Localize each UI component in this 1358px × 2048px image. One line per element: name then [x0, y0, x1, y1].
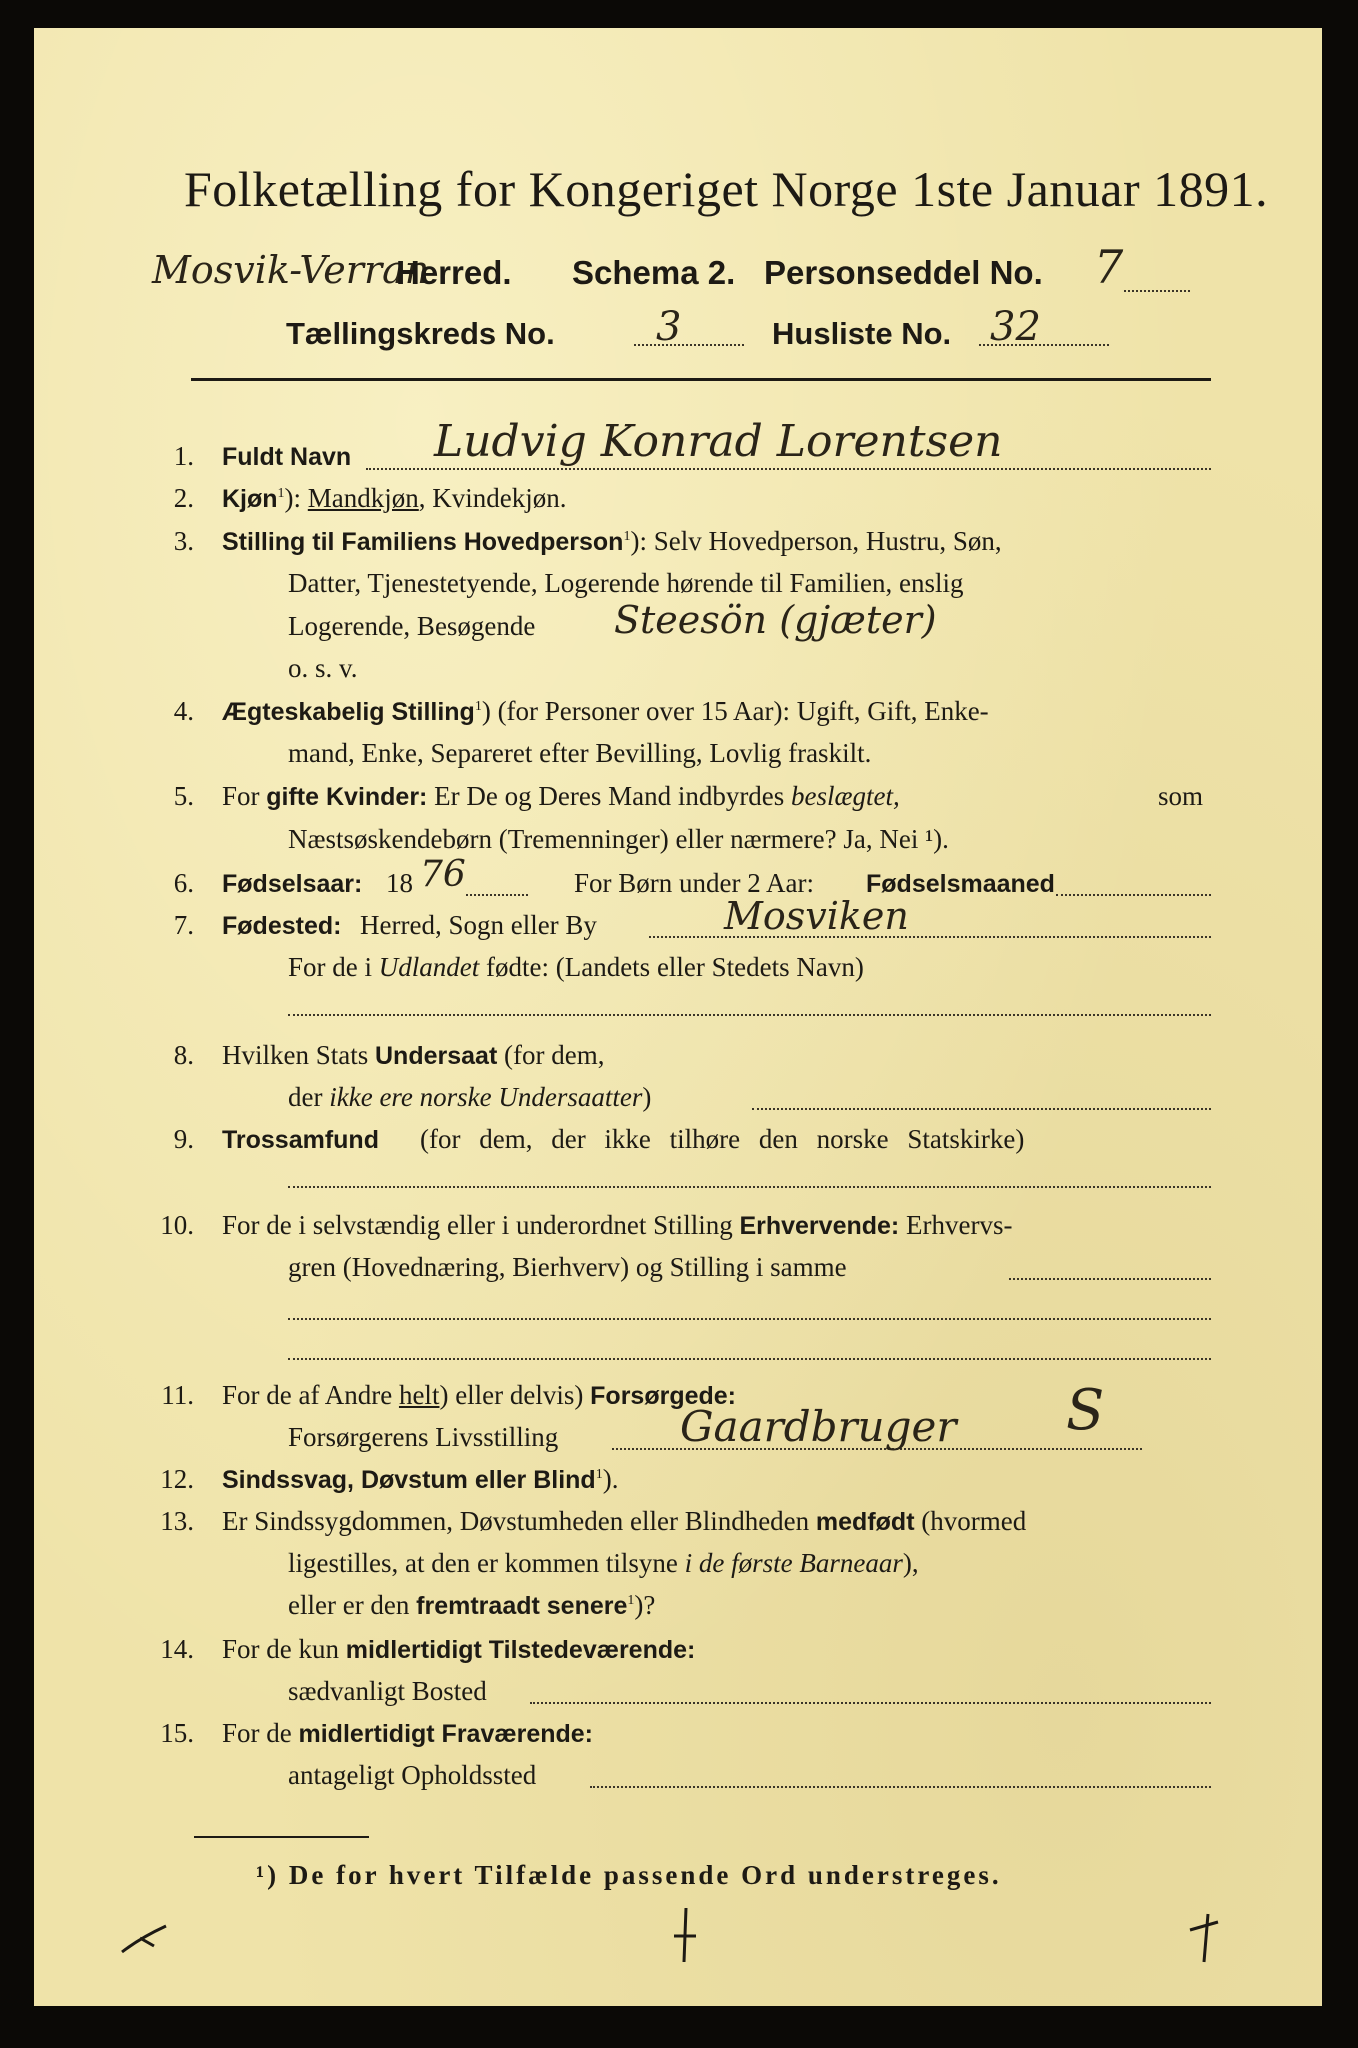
- field-3-label: Stilling til Familiens Hovedperson: [222, 528, 624, 556]
- field-11-number: 11.: [161, 1380, 194, 1410]
- field-14-line2: sædvanligt Bosted: [288, 1676, 487, 1706]
- field-10-blank-line-a: [288, 1318, 1211, 1320]
- field-10-pre: For de i selvstændig eller i underordnet Stilling: [222, 1210, 733, 1240]
- field-11-line1: For de af Andre helt) eller delvis) Forsørgede:: [222, 1380, 737, 1410]
- field-5-line2: Næstsøskendebørn (Tremenninger) eller nærmere? Ja, Nei ¹).: [288, 824, 949, 854]
- field-4-line1: [222, 696, 989, 727]
- field-10-number: 10.: [160, 1210, 194, 1240]
- taellingskreds-leader: [634, 344, 744, 346]
- field-5-italic: beslægtet,: [791, 781, 900, 811]
- field-3-number: 3.: [173, 526, 194, 556]
- field-11-mark: S: [1066, 1378, 1105, 1443]
- field-15-line2: antageligt Opholdssted: [288, 1760, 537, 1790]
- field-2-label: Kjøn: [222, 485, 278, 513]
- registration-mark-center: [670, 1906, 700, 1966]
- field-13-line2: ligestilles, at den er kommen tilsyne i de første Barneaar),: [288, 1548, 919, 1578]
- field-4-line2: mand, Enke, Separeret efter Bevilling, Lovlig fraskilt.: [288, 738, 872, 768]
- field-13-line1: [222, 1506, 1026, 1537]
- field-3-line1: [222, 526, 1002, 557]
- field-15-number: 15.: [160, 1718, 194, 1748]
- field-13-line3: eller er den fremtraadt senere$^1$)?: [288, 1590, 656, 1620]
- field-3-options-a: ): Selv Hovedperson, Hustru, Søn,: [630, 526, 1002, 556]
- field-7-number: 7.: [173, 910, 194, 940]
- field-11-line2: Forsørgerens Livsstilling: [288, 1422, 559, 1452]
- footnote-marker: ¹): [256, 1860, 280, 1890]
- field-8-number: 8.: [173, 1040, 194, 1070]
- field-10-leader: [1009, 1278, 1211, 1280]
- field-11-value: Gaardbruger: [680, 1402, 957, 1451]
- field-8-line2-italic: ikke ere norske Undersaatter: [329, 1082, 643, 1112]
- field-1-value: Ludvig Konrad Lorentsen: [434, 416, 1003, 467]
- field-7-label: Fødested:: [222, 912, 342, 940]
- field-12-line: Sindssvag, Døvstum eller Blind$^1$).: [222, 1464, 619, 1494]
- field-4-label: Ægteskabelig Stilling: [222, 698, 475, 726]
- husliste-label: Husliste No.: [772, 316, 952, 351]
- herred-label: Herred.: [396, 254, 512, 291]
- field-3-value: Steesön (gjæter): [614, 598, 937, 642]
- field-8-label: Undersaat: [375, 1042, 498, 1070]
- field-7-text: Herred, Sogn eller By: [360, 910, 597, 940]
- field-12-label: Sindssvag, Døvstum eller Blind: [222, 1466, 596, 1494]
- field-5-pre: For: [222, 781, 260, 811]
- footnote-rule: [194, 1836, 369, 1838]
- field-8-line2: der ikke ere norske Undersaatter): [288, 1082, 652, 1112]
- field-9-number: 9.: [173, 1124, 194, 1154]
- husliste-leader: [979, 344, 1109, 346]
- field-11-mid: ) eller delvis: [439, 1380, 575, 1410]
- field-2-mandkjon: Mandkjøn: [307, 483, 419, 513]
- field-11-label: Forsørgede:: [590, 1382, 737, 1410]
- field-13-line3-pre: eller er den: [288, 1590, 410, 1620]
- field-5-label: gifte Kvinder:: [266, 783, 428, 811]
- field-10-post: Erhvervs-: [906, 1210, 1013, 1240]
- field-2-kvindekjon: , Kvindekjøn.: [418, 483, 567, 513]
- field-13-label2: fremtraadt senere: [416, 1592, 628, 1620]
- field-11-pre: For de af Andre: [222, 1380, 393, 1410]
- field-7-line2-italic: Udlandet: [378, 952, 480, 982]
- field-8-line2-pre: der: [288, 1082, 323, 1112]
- field-3-line3: Logerende, Besøgende: [288, 611, 536, 641]
- field-4-sup: 1: [474, 699, 482, 714]
- field-13-line2-italic: i de første Barneaar: [684, 1548, 903, 1578]
- taellingskreds-label: Tællingskreds No.: [286, 316, 555, 351]
- personseddel-label: Personseddel No.: [764, 254, 1043, 291]
- field-7-line2-post: fødte: (Landets eller Stedets Navn): [486, 952, 864, 982]
- field-14-number: 14.: [160, 1634, 194, 1664]
- herred-handwritten: Mosvik-Verran: [152, 248, 430, 292]
- field-10-line2: gren (Hovednæring, Bierhverv) og Stilling i samme: [288, 1252, 847, 1282]
- field-6-value: 76: [420, 854, 466, 895]
- registration-mark-right: [1184, 1910, 1224, 1966]
- field-7-blank-line: [288, 1014, 1211, 1016]
- field-10-line1: [222, 1210, 1012, 1241]
- field-2-line: Kjøn$^1$): Mandkjøn, Kvindekjøn.: [222, 483, 567, 513]
- field-11-helt: helt: [398, 1380, 440, 1410]
- field-14-pre: For de kun: [222, 1634, 339, 1664]
- header-rule: [191, 378, 1211, 381]
- field-3-line4: o. s. v.: [288, 653, 358, 683]
- field-14-label: midlertidigt Tilstedeværende:: [345, 1636, 696, 1664]
- field-13-label: medfødt: [815, 1508, 915, 1536]
- field-15-leader: [590, 1786, 1211, 1788]
- field-5-line1: [222, 781, 900, 812]
- field-10-blank-line-b: [288, 1358, 1211, 1360]
- field-1-label: Fuldt Navn: [222, 443, 352, 471]
- field-1-number: 1.: [173, 441, 194, 471]
- field-5-number: 5.: [173, 781, 194, 811]
- field-5-text: Er De og Deres Mand indbyrdes: [434, 781, 785, 811]
- footnote: [256, 1860, 1002, 1891]
- field-5-som: som: [1158, 781, 1204, 811]
- field-6-label2: Fødselsmaaned: [866, 870, 1055, 898]
- personseddel-no: 7: [1094, 240, 1124, 294]
- field-8-pre: Hvilken Stats: [222, 1040, 369, 1070]
- field-7-line2: [288, 952, 864, 983]
- field-9-label: Trossamfund: [222, 1126, 379, 1154]
- field-1-leader: [366, 468, 1211, 470]
- field-3-sup: 1: [623, 529, 631, 544]
- field-13-post: (hvormed: [921, 1506, 1027, 1536]
- field-7-line2-pre: For de i: [288, 952, 372, 982]
- footnote-text: De for hvert Tilfælde passende Ord understreges.: [288, 1860, 1002, 1890]
- field-9-text: (for dem, der ikke tilhøre den norske Statskirke): [420, 1124, 1025, 1154]
- field-13-line2-pre: ligestilles, at den er kommen tilsyne: [288, 1548, 678, 1578]
- field-7-value: Mosviken: [724, 894, 909, 938]
- field-6-mid: For Børn under 2 Aar:: [574, 868, 814, 898]
- field-13-number: 13.: [160, 1506, 194, 1536]
- field-4-number: 4.: [173, 696, 194, 726]
- field-14-line1: [222, 1634, 695, 1665]
- field-8-line1: [222, 1040, 604, 1071]
- field-2-number: 2.: [173, 483, 194, 513]
- field-2-sup: 1: [277, 486, 285, 501]
- field-14-leader: [530, 1702, 1211, 1704]
- field-6-prefix: 18: [386, 868, 413, 898]
- registration-mark-left: [120, 1918, 170, 1958]
- field-8-post: (for dem,: [504, 1040, 605, 1070]
- field-15-pre: For de: [222, 1718, 292, 1748]
- schema-label: Schema 2.: [572, 254, 736, 291]
- field-4-options-a: ) (for Personer over 15 Aar): Ugift, Gift, Enke-: [481, 696, 989, 726]
- field-15-line1: [222, 1718, 593, 1749]
- field-13-pre: Er Sindssygdommen, Døvstumheden eller Blindheden: [222, 1506, 810, 1536]
- field-9-blank-line: [288, 1186, 1211, 1188]
- taellingskreds-no: 3: [656, 304, 682, 350]
- field-6-number: 6.: [173, 868, 194, 898]
- field-8-leader: [752, 1108, 1211, 1110]
- census-form-page: [34, 28, 1322, 2006]
- field-6-leader-b: [1056, 894, 1211, 896]
- field-15-label: midlertidigt Fraværende:: [298, 1720, 593, 1748]
- form-title: Folketælling for Kongeriget Norge 1ste Januar 1891.: [184, 161, 1269, 217]
- field-6-leader-a: [466, 894, 528, 896]
- field-10-label: Erhvervende:: [739, 1212, 900, 1240]
- field-12-number: 12.: [160, 1464, 194, 1494]
- husliste-no: 32: [990, 304, 1041, 350]
- field-6-label: Fødselsaar:: [222, 870, 363, 898]
- personseddel-leader: [1124, 290, 1190, 292]
- field-3-line2: Datter, Tjenestetyende, Logerende hørende til Familien, enslig: [288, 568, 964, 598]
